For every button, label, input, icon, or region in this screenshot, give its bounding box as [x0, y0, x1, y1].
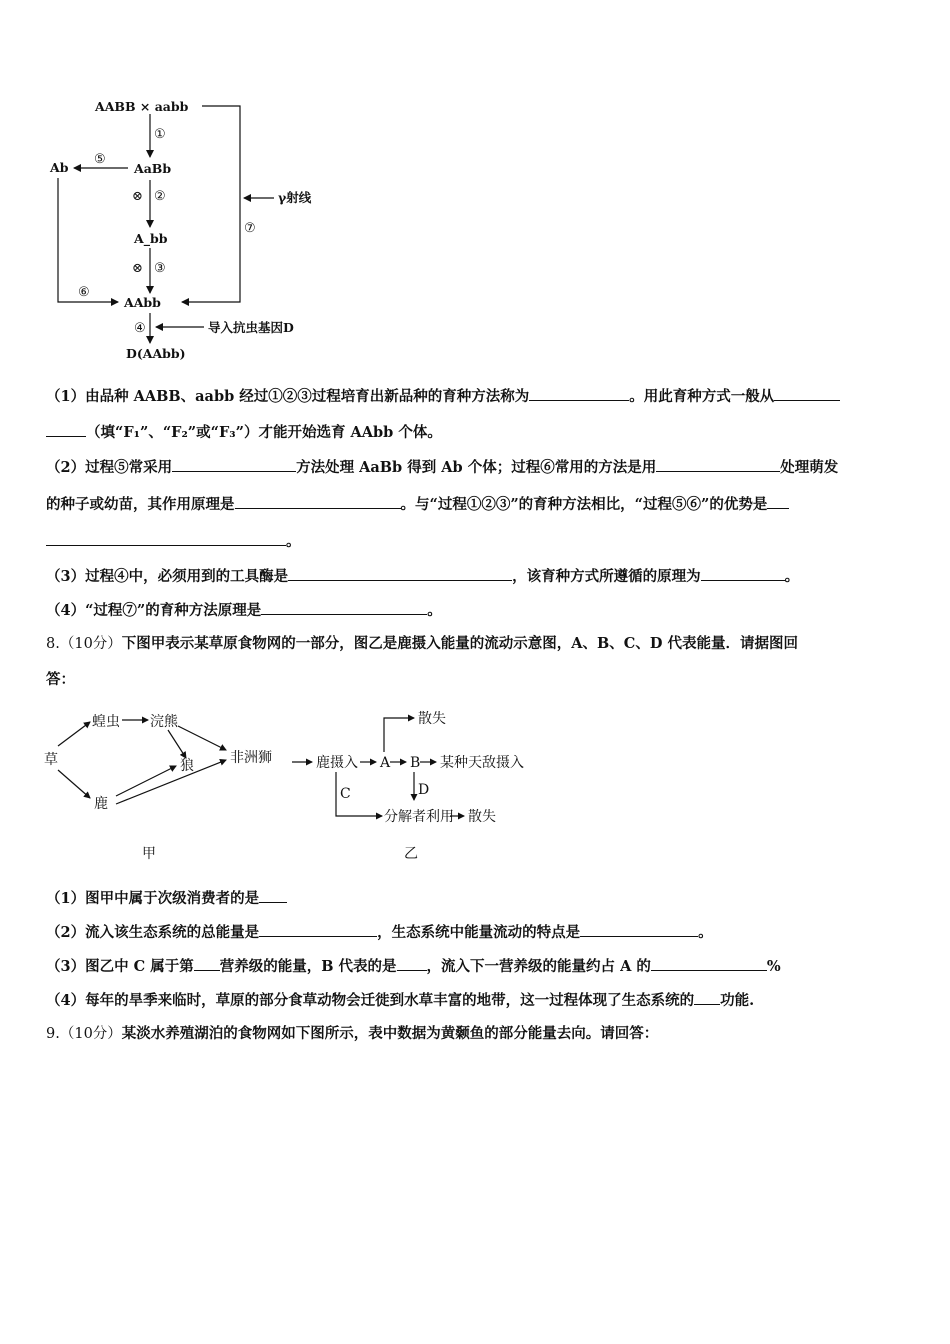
q8-number: 8. — [46, 636, 60, 652]
food-web-diagram — [40, 700, 280, 870]
answer-blank[interactable] — [172, 457, 296, 472]
q7-p2-text-b: 方法处理 AaBb 得到 Ab 个体；过程⑥常用的方法是用 — [296, 459, 657, 476]
node-grass: 草 — [44, 752, 58, 768]
q9-stem-text: 某淡水养殖湖泊的食物网如下图所示，表中数据为黄颡鱼的部分能量去向。请回答： — [121, 1025, 659, 1042]
node-wolf: 狼 — [180, 758, 194, 774]
selected-label: A_bb — [134, 231, 168, 246]
transgenic-label: D(AAbb) — [126, 346, 186, 361]
label-c: C — [340, 786, 351, 802]
q8-score: （10分） — [59, 636, 122, 652]
node-lost1: 散失 — [418, 711, 446, 727]
f1-label: AaBb — [134, 161, 172, 176]
node-intake: 鹿摄入 — [316, 755, 358, 771]
answer-blank[interactable] — [259, 922, 377, 937]
q7-part1-line1 — [46, 386, 908, 407]
answer-blank[interactable] — [580, 922, 698, 937]
node-enemy: 某种天敌摄入 — [440, 755, 524, 771]
node-a: A — [380, 755, 391, 771]
caption-yi: 乙 — [404, 846, 418, 862]
q7-p3-text-b: ，该育种方式所遵循的原理为 — [512, 568, 701, 585]
node-deer: 鹿 — [94, 796, 108, 812]
step7-mark: ⑦ — [244, 221, 256, 236]
q8-p3-text-c: ，流入下一营养级的能量约占 A 的 — [426, 958, 651, 975]
step3-mark: ③ — [154, 261, 166, 276]
q7-part4 — [46, 600, 908, 621]
q9-number: 9. — [46, 1026, 60, 1042]
node-decomposer: 分解者利用 — [384, 809, 454, 825]
answer-blank[interactable] — [397, 956, 427, 971]
gamma-label: γ射线 — [278, 190, 312, 205]
q7-p1-text-b: 。用此育种方式一般从 — [629, 388, 775, 405]
parents-label: AABB × aabb — [95, 99, 189, 114]
cross2-mark: ⊗ — [132, 261, 143, 276]
node-lost2: 散失 — [468, 809, 496, 825]
answer-blank[interactable] — [235, 494, 401, 509]
q8-p3-text-d: % — [766, 958, 781, 975]
answer-blank[interactable] — [194, 956, 220, 971]
q8-p2-text-b: ，生态系统中能量流动的特点是 — [377, 924, 581, 941]
gene-label: 导入抗虫基因D — [208, 320, 294, 335]
label-d: D — [418, 782, 430, 798]
arrow-deer-lion — [116, 760, 226, 804]
answer-blank[interactable] — [767, 494, 789, 509]
answer-blank[interactable] — [288, 566, 512, 581]
q9-score: （10分） — [59, 1026, 122, 1042]
q8-part4 — [46, 990, 908, 1011]
q8-part1 — [46, 888, 908, 909]
q8-p2-text-c: 。 — [698, 924, 713, 941]
answer-blank[interactable] — [529, 386, 629, 401]
step4-mark: ④ — [134, 321, 146, 336]
node-locust: 蝗虫 — [92, 714, 120, 730]
q7-p3-text-a: （3）过程④中，必须用到的工具酶是 — [46, 568, 289, 585]
q8-stem-text2: 答： — [46, 671, 75, 688]
q8-p3-text-a: （3）图乙中 C 属于第 — [46, 958, 194, 975]
q8-p1-text: （1）图甲中属于次级消费者的是 — [46, 890, 260, 907]
q7-p3-text-c: 。 — [784, 568, 800, 585]
arrow-grass-locust — [58, 722, 90, 746]
q7-part1-line2 — [46, 422, 908, 443]
arrow-bear-wolf — [168, 730, 186, 758]
q7-part2-line3 — [46, 531, 908, 552]
arrow-a-lost — [384, 718, 414, 752]
q7-p2-text-d: 的种子或幼苗，其作用原理是 — [46, 496, 235, 513]
step2-mark: ② — [154, 189, 166, 204]
haploid-label: Ab — [50, 160, 69, 175]
q8-stem-text: 下图甲表示某草原食物网的一部分，图乙是鹿摄入能量的流动示意图，A、B、C、D 代表能量．请据图回 — [121, 635, 798, 652]
q7-p4-text-a: （4）“过程⑦”的育种方法原理是 — [46, 602, 262, 619]
answer-blank[interactable] — [701, 566, 785, 581]
arrow-bear-lion — [178, 726, 226, 750]
q8-part2 — [46, 922, 908, 943]
q8-p3-text-b: 营养级的能量，B 代表的是 — [219, 958, 397, 975]
step6-mark: ⑥ — [78, 285, 90, 300]
arrow-grass-deer — [58, 770, 90, 798]
target-label: AAbb — [124, 295, 161, 310]
q8-stem-line1 — [46, 634, 908, 654]
answer-blank[interactable] — [46, 531, 286, 546]
q8-p2-text-a: （2）流入该生态系统的总能量是 — [46, 924, 260, 941]
q8-p4-text-b: 功能. — [720, 992, 755, 1009]
q7-part2-line1 — [46, 457, 908, 478]
cross1-mark: ⊗ — [132, 189, 143, 204]
q7-p2-text-f: 。 — [286, 533, 301, 550]
q8-stem-line2 — [46, 670, 908, 690]
q7-p4-text-b: 。 — [427, 602, 442, 619]
arrow-step7 — [182, 106, 240, 302]
q7-part2-line2 — [46, 494, 908, 515]
arrow-step6 — [58, 178, 118, 302]
answer-blank[interactable] — [774, 386, 840, 401]
node-b: B — [410, 755, 421, 771]
answer-blank[interactable] — [259, 888, 287, 903]
q7-p2-text-c: 处理萌发 — [780, 459, 839, 476]
step1-mark: ① — [154, 127, 166, 142]
answer-blank[interactable] — [46, 422, 86, 437]
caption-jia: 甲 — [142, 846, 156, 862]
q7-p1-text-a: （1）由品种 AABB、aabb 经过①②③过程培育出新品种的育种方法称为 — [46, 388, 530, 405]
answer-blank[interactable] — [261, 600, 427, 615]
answer-blank[interactable] — [656, 457, 780, 472]
breeding-diagram — [40, 92, 340, 367]
q8-part3 — [46, 956, 908, 977]
answer-blank[interactable] — [694, 990, 720, 1005]
node-lion: 非洲狮 — [230, 750, 272, 766]
q8-p4-text-a: （4）每年的旱季来临时，草原的部分食草动物会迁徙到水草丰富的地带，这一过程体现了生态系统的 — [46, 992, 695, 1009]
q7-part3 — [46, 566, 908, 587]
q7-p1-text-c: （填“F₁”、“F₂”或“F₃”）才能开始选育 AAbb 个体。 — [86, 424, 442, 441]
energy-flow-diagram — [288, 700, 538, 870]
q7-p2-text-e: 。与“过程①②③”的育种方法相比，“过程⑤⑥”的优势是 — [400, 496, 768, 513]
answer-blank[interactable] — [651, 956, 767, 971]
node-bear: 浣熊 — [150, 714, 178, 730]
q7-p2-text-a: （2）过程⑤常采用 — [46, 459, 173, 476]
q9-stem — [46, 1024, 908, 1044]
step5-mark: ⑤ — [94, 152, 106, 167]
